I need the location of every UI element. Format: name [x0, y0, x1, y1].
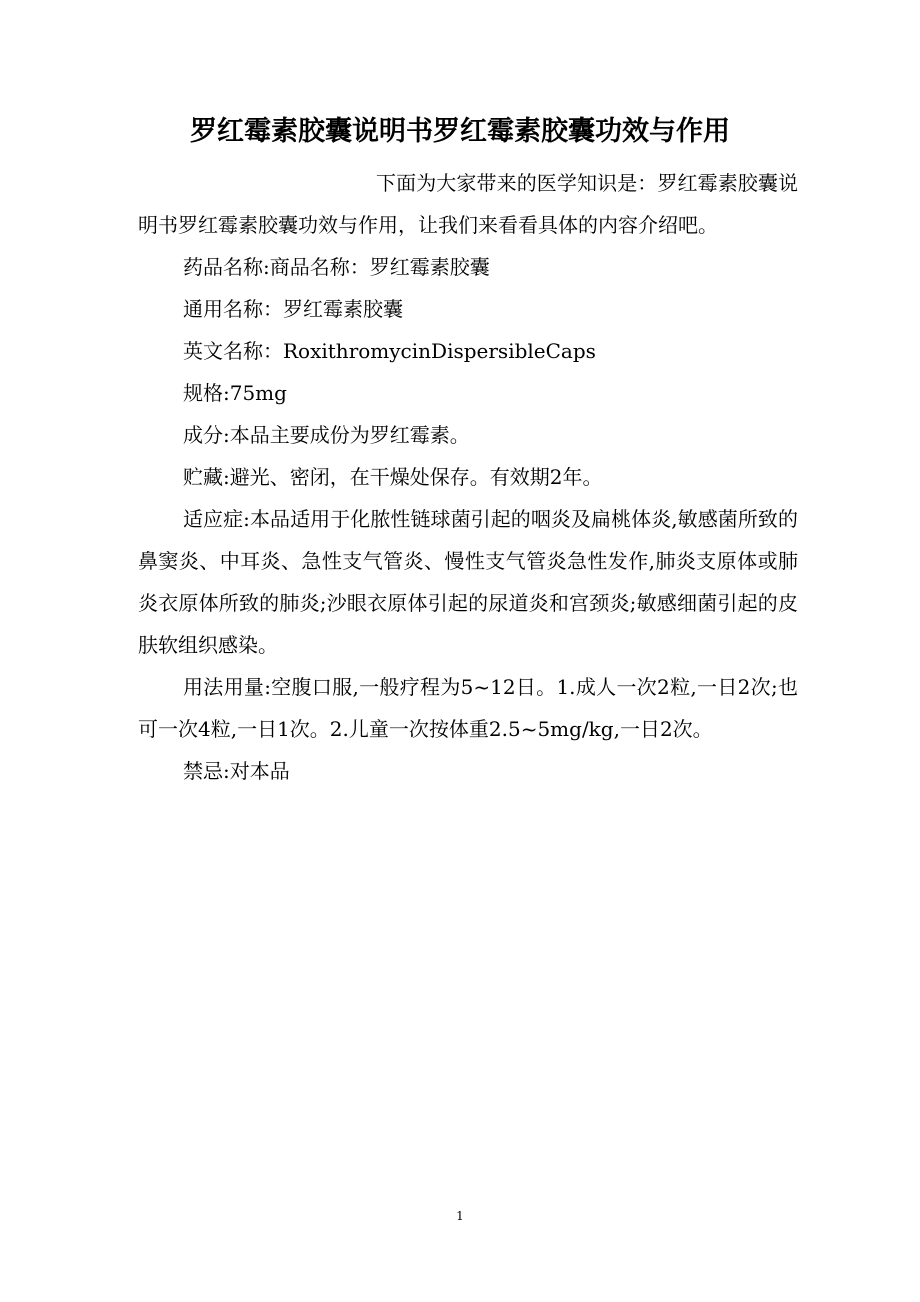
contraindications-paragraph: 禁忌:对本品	[183, 759, 290, 783]
indications-paragraph: 适应症:本品适用于化脓性链球菌引起的咽炎及扁桃体炎,敏感菌所致的鼻窦炎、中耳炎、急性支气管炎、慢性支气管炎急性发作,肺炎支原体或肺炎衣原体所致的肺炎;沙眼衣原体引起的尿道炎和宫颈炎;敏感细菌引起的皮肤软组织感染。	[138, 507, 798, 657]
generic-name-paragraph: 通用名称：罗红霉素胶囊	[183, 297, 403, 321]
specification-paragraph: 规格:75mg	[183, 381, 287, 405]
dosage-paragraph: 用法用量:空腹口服,一般疗程为5~12日。1.成人一次2粒,一日2次;也可一次4粒,一日1次。2.儿童一次按体重2.5~5mg/kg,一日2次。	[138, 675, 798, 741]
intro-paragraph: 下面为大家带来的医学知识是：罗红霉素胶囊说明书罗红霉素胶囊功效与作用，让我们来看看具体的内容介绍吧。	[138, 171, 798, 237]
document-title: 罗红霉素胶囊说明书罗红霉素胶囊功效与作用	[190, 116, 730, 147]
ingredients-paragraph: 成分:本品主要成份为罗红霉素。	[183, 423, 470, 447]
document-body	[138, 162, 798, 792]
english-name-paragraph: 英文名称：RoxithromycinDispersibleCaps	[183, 339, 596, 363]
drug-name-paragraph: 药品名称:商品名称：罗红霉素胶囊	[183, 255, 490, 279]
storage-paragraph: 贮藏:避光、密闭，在干燥处保存。有效期2年。	[183, 465, 603, 489]
page-number: 1	[456, 1209, 464, 1223]
